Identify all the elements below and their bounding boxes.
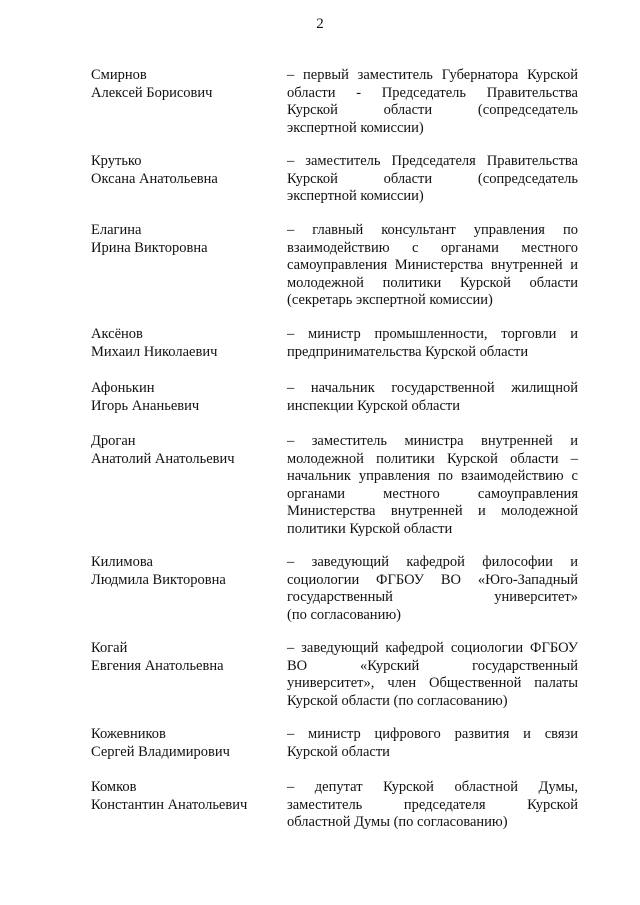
position-line: государственный университет»: [287, 589, 578, 606]
position-line: области - Председатель Правительства: [287, 84, 578, 101]
member-given-names: Михаил Николаевич: [91, 343, 218, 360]
member-position: [287, 67, 578, 137]
position-line: заместитель председателя Курской: [287, 796, 578, 813]
position-line: предпринимательства Курской области: [287, 343, 529, 360]
position-line: ВО «Курский государственный: [287, 657, 578, 674]
member-name: [91, 779, 271, 814]
position-line: университет», член Общественной палаты: [287, 675, 578, 692]
member-name: [91, 640, 271, 675]
position-line: Курской области (по согласованию): [287, 692, 508, 709]
member-given-names: Сергей Владимирович: [91, 743, 230, 760]
position-line: – министр промышленности, торговли и: [287, 326, 578, 342]
member-name: [91, 222, 271, 257]
position-line: молодежной политики Курской области: [287, 274, 578, 291]
member-surname: Дроган: [91, 433, 136, 449]
member-surname: Крутько: [91, 153, 142, 169]
member-position: [287, 433, 578, 539]
member-surname: Смирнов: [91, 67, 147, 83]
member-given-names: Алексей Борисович: [91, 84, 213, 101]
position-line: органами местного самоуправления: [287, 485, 578, 502]
position-line: самоуправления Министерства внутренней и: [287, 257, 578, 274]
member-surname: Афонькин: [91, 380, 155, 396]
member-position: [287, 554, 578, 624]
position-line: – заведующий кафедрой социологии ФГБОУ: [287, 640, 578, 656]
page-number: 2: [316, 16, 324, 32]
member-name: [91, 326, 271, 361]
member-name: [91, 380, 271, 415]
member-given-names: Ирина Викторовна: [91, 239, 208, 256]
position-line: Министерства внутренней и молодежной: [287, 503, 578, 520]
member-surname: Килимова: [91, 554, 153, 570]
position-line: экспертной комиссии): [287, 188, 424, 205]
position-line: взаимодействию с органами местного: [287, 239, 578, 256]
member-position: [287, 222, 578, 310]
member-position: [287, 726, 578, 761]
position-line: – заведующий кафедрой философии и: [287, 554, 578, 570]
position-line: молодежной политики Курской области –: [287, 450, 578, 467]
position-line: – министр цифрового развития и связи: [287, 726, 578, 742]
position-line: – главный консультант управления по: [287, 222, 578, 238]
member-given-names: Людмила Викторовна: [91, 571, 226, 588]
position-line: Курской области (сопредседатель: [287, 170, 578, 187]
member-given-names: Анатолий Анатольевич: [91, 450, 235, 467]
member-position: [287, 326, 578, 361]
position-line: (секретарь экспертной комиссии): [287, 292, 493, 309]
position-line: – заместитель Председателя Правительства: [287, 153, 578, 169]
member-name: [91, 153, 271, 188]
member-given-names: Игорь Ананьевич: [91, 397, 200, 414]
position-line: социологии ФГБОУ ВО «Юго-Западный: [287, 571, 578, 588]
member-position: [287, 153, 578, 206]
member-position: [287, 779, 578, 832]
position-line: Курской области: [287, 743, 390, 760]
member-name: [91, 433, 271, 468]
position-line: политики Курской области: [287, 520, 453, 537]
member-name: [91, 67, 271, 102]
member-surname: Аксёнов: [91, 326, 143, 342]
member-surname: Елагина: [91, 222, 142, 238]
position-line: инспекции Курской области: [287, 397, 461, 414]
position-line: – начальник государственной жилищной: [287, 380, 578, 396]
position-line: экспертной комиссии): [287, 119, 424, 136]
position-line: (по согласованию): [287, 606, 401, 623]
position-line: – первый заместитель Губернатора Курской: [287, 67, 578, 83]
member-name: [91, 554, 271, 589]
member-position: [287, 380, 578, 415]
member-surname: Когай: [91, 640, 128, 656]
member-surname: Комков: [91, 779, 137, 795]
position-line: областной Думы (по согласованию): [287, 814, 508, 831]
position-line: – заместитель министра внутренней и: [287, 433, 578, 449]
position-line: Курской области (сопредседатель: [287, 102, 578, 119]
position-line: начальник управления по взаимодействию с: [287, 468, 578, 485]
member-given-names: Евгения Анатольевна: [91, 657, 224, 674]
position-line: – депутат Курской областной Думы,: [287, 779, 578, 795]
member-surname: Кожевников: [91, 726, 166, 742]
member-given-names: Константин Анатольевич: [91, 796, 248, 813]
member-position: [287, 640, 578, 710]
member-name: [91, 726, 271, 761]
member-given-names: Оксана Анатольевна: [91, 170, 218, 187]
